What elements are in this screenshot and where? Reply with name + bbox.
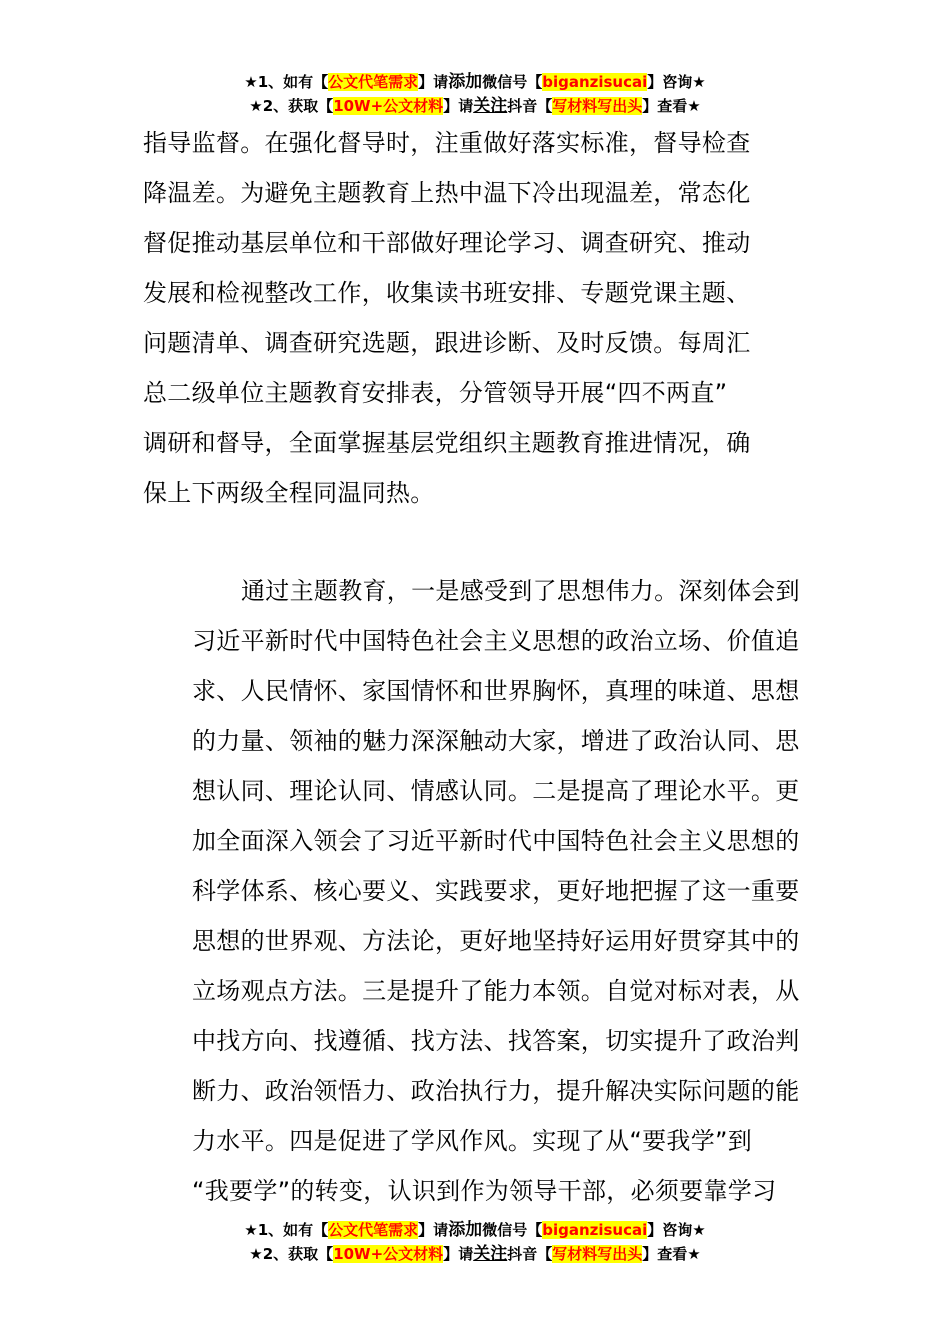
banner-line-2-suffix: 】查看★ <box>642 1245 701 1263</box>
paragraph-2-line: 的力量、领袖的魅力深深触动大家，增进了政治认同、思 <box>192 727 800 755</box>
paragraph-2-line: 想认同、理论认同、情感认同。二是提高了理论水平。更 <box>192 777 800 805</box>
paragraph-1-line: 问题清单、调查研究选题，跟进诊断、及时反馈。每周汇 <box>143 329 751 357</box>
banner-line-2-douyin-account: 写材料写出头 <box>552 1245 643 1263</box>
banner-line-1-suffix: 】咨询★ <box>647 1221 706 1239</box>
banner-line-1-middle: 】请 <box>418 73 449 91</box>
paragraph-2-line: 思想的世界观、方法论，更好地坚持好运用好贯穿其中的 <box>192 927 800 955</box>
banner-line-2 <box>0 1242 950 1266</box>
banner-line-2 <box>0 94 950 118</box>
paragraph-1-line: 降温差。为避免主题教育上热中温下冷出现温差，常态化 <box>143 179 751 207</box>
paragraph-1-line: 调研和督导，全面掌握基层党组织主题教育推进情况，确 <box>143 429 751 457</box>
banner-line-2-douyin-account: 写材料写出头 <box>552 97 643 115</box>
banner-line-1-middle: 】请 <box>418 1221 449 1239</box>
banner-line-1-prefix: ★1、如有【 <box>244 73 329 91</box>
bottom-banner <box>0 1218 950 1266</box>
paragraph-1-line: 督促推动基层单位和干部做好理论学习、调查研究、推动 <box>143 229 751 257</box>
banner-line-2-suffix: 】查看★ <box>642 97 701 115</box>
banner-line-2-middle: 】请 <box>443 1245 474 1263</box>
paragraph-1-line: 发展和检视整改工作，收集读书班安排、专题党课主题、 <box>143 279 751 307</box>
paragraph-2-line: 断力、政治领悟力、政治执行力，提升解决实际问题的能 <box>192 1077 800 1105</box>
top-banner <box>0 70 950 118</box>
banner-line-1-wechat-id: biganzisucai <box>542 73 648 91</box>
paragraph-2-first-line: 通过主题教育，一是感受到了思想伟力。深刻体会到 <box>241 577 800 605</box>
banner-line-2-follow-text: 关注 <box>473 96 508 116</box>
paragraph-1 <box>143 118 807 518</box>
paragraph-2 <box>143 566 807 1216</box>
paragraph-1-line: 指导监督。在强化督导时，注重做好落实标准，督导检查 <box>143 129 751 157</box>
banner-line-1-wechat-label: 微信号【 <box>482 1221 543 1239</box>
paragraph-2-line: 力水平。四是促进了学风作风。实现了从“要我学”到 <box>192 1127 753 1155</box>
banner-line-2-prefix: ★2、获取【 <box>249 1245 334 1263</box>
banner-line-1-highlight-service: 公文代笔需求 <box>328 1221 419 1239</box>
banner-line-2-highlight-materials: 10W+公文材料 <box>333 1245 444 1263</box>
paragraph-2-line: 加全面深入领会了习近平新时代中国特色社会主义思想的 <box>192 827 800 855</box>
banner-line-1 <box>0 70 950 94</box>
paragraph-2-line: 求、人民情怀、家国情怀和世界胸怀，真理的味道、思想 <box>192 677 800 705</box>
paragraph-1-line: 保上下两级全程同温同热。 <box>143 479 435 507</box>
paragraph-1-line: 总二级单位主题教育安排表，分管领导开展“四不两直” <box>143 379 728 407</box>
banner-line-1 <box>0 1218 950 1242</box>
banner-line-1-wechat-id: biganzisucai <box>542 1221 648 1239</box>
banner-line-1-add-text: 添加 <box>448 1220 483 1240</box>
banner-line-2-middle: 】请 <box>443 97 474 115</box>
paragraph-2-line: 立场观点方法。三是提升了能力本领。自觉对标对表，从 <box>192 977 800 1005</box>
paragraph-2-line: “我要学”的转变，认识到作为领导干部，必须要靠学习 <box>192 1177 777 1205</box>
paragraph-2-line: 习近平新时代中国特色社会主义思想的政治立场、价值追 <box>192 627 800 655</box>
banner-line-1-suffix: 】咨询★ <box>647 73 706 91</box>
banner-line-1-add-text: 添加 <box>448 72 483 92</box>
banner-line-2-highlight-materials: 10W+公文材料 <box>333 97 444 115</box>
banner-line-2-douyin-label: 抖音【 <box>507 1245 553 1263</box>
banner-line-1-prefix: ★1、如有【 <box>244 1221 329 1239</box>
banner-line-1-wechat-label: 微信号【 <box>482 73 543 91</box>
paragraph-2-line: 科学体系、核心要义、实践要求，更好地把握了这一重要 <box>192 877 800 905</box>
banner-line-2-prefix: ★2、获取【 <box>249 97 334 115</box>
paragraph-2-line: 中找方向、找遵循、找方法、找答案，切实提升了政治判 <box>192 1027 800 1055</box>
banner-line-2-douyin-label: 抖音【 <box>507 97 553 115</box>
banner-line-1-highlight-service: 公文代笔需求 <box>328 73 419 91</box>
banner-line-2-follow-text: 关注 <box>473 1244 508 1264</box>
